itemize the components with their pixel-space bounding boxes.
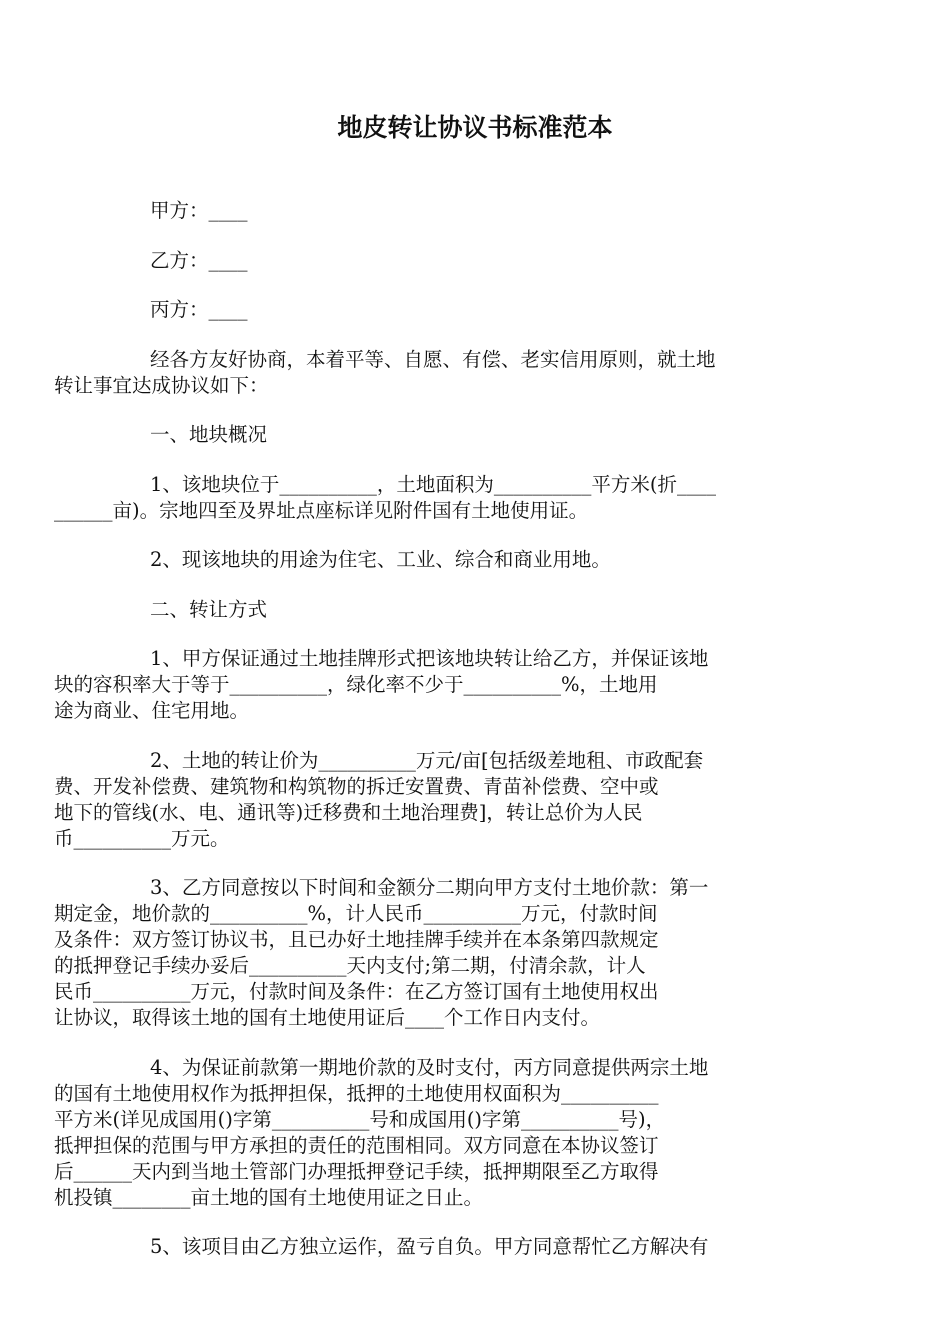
- paragraph-line: 期定金，地价款的__________%，计人民币__________万元，付款时间: [54, 902, 658, 925]
- paragraph-line: 经各方友好协商，本着平等、自愿、有偿、老实信用原则，就土地: [150, 347, 716, 371]
- paragraph-line: 乙方：____: [150, 248, 248, 272]
- paragraph-line: 机投镇________亩土地的国有土地使用证之日止。: [54, 1185, 484, 1209]
- paragraph-line: 的国有土地使用权作为抵押担保，抵押的土地使用权面积为__________: [54, 1081, 659, 1105]
- paragraph-line: 币__________万元。: [54, 826, 230, 850]
- paragraph-line: 丙方：____: [150, 298, 248, 321]
- paragraph: [102, 297, 850, 323]
- paragraph-line: 3、乙方同意按以下时间和金额分二期向甲方支付土地价款：第一: [150, 876, 709, 899]
- paragraph-line: 块的容积率大于等于__________，绿化率不少于__________%，土地用: [54, 673, 658, 696]
- paragraph: [54, 1055, 850, 1211]
- paragraph: [102, 248, 850, 274]
- paragraph: [54, 748, 850, 852]
- paragraph-line: 1、该地块位于__________，土地面积为__________平方米(折____: [150, 472, 717, 496]
- document-title: 地皮转让协议书标准范本: [337, 113, 613, 142]
- paragraph-line: 的抵押登记手续办妥后__________天内支付;第二期，付清余款，计人: [54, 954, 646, 977]
- paragraph-line: 5、该项目由乙方独立运作，盈亏自负。甲方同意帮忙乙方解决有: [150, 1235, 709, 1258]
- paragraph-line: 一、地块概况: [150, 423, 268, 446]
- paragraph-line: 及条件：双方签订协议书，且已办好土地挂牌手续并在本条第四款规定: [54, 928, 659, 951]
- paragraph: [102, 422, 850, 448]
- paragraph-line: ______亩)。宗地四至及界址点座标详见附件国有土地使用证。: [54, 498, 589, 522]
- paragraph: [102, 1234, 850, 1260]
- paragraph-line: 地下的管线(水、电、通讯等)迁移费和土地治理费]，转让总价为人民: [54, 800, 643, 824]
- paragraph-line: 4、为保证前款第一期地价款的及时支付，丙方同意提供两宗土地: [150, 1055, 709, 1079]
- paragraph: [102, 597, 850, 623]
- paragraph: [54, 472, 850, 524]
- paragraph: [54, 347, 850, 399]
- paragraph-line: 费、开发补偿费、建筑物和构筑物的拆迁安置费、青苗补偿费、空中或: [54, 774, 659, 798]
- document-body: [54, 198, 850, 1284]
- paragraph-line: 平方米(详见成国用()字第__________号和成国用()字第__________号)，: [54, 1107, 666, 1131]
- paragraph: [54, 875, 850, 1031]
- paragraph-line: 民币__________万元，付款时间及条件：在乙方签订国有土地使用权出: [54, 980, 659, 1003]
- paragraph-line: 甲方：____: [150, 199, 248, 222]
- paragraph: [102, 547, 850, 573]
- paragraph-line: 让协议，取得该土地的国有土地使用证后____个工作日内支付。: [54, 1006, 601, 1029]
- paragraph: [102, 198, 850, 224]
- paragraph: [54, 646, 850, 724]
- paragraph-line: 抵押担保的范围与甲方承担的责任的范围相同。双方同意在本协议签订: [54, 1133, 659, 1157]
- paragraph-line: 后______天内到当地土管部门办理抵押登记手续，抵押期限至乙方取得: [54, 1159, 659, 1183]
- paragraph-line: 2、土地的转让价为__________万元/亩[包括级差地租、市政配套: [150, 748, 704, 772]
- paragraph-line: 途为商业、住宅用地。: [54, 699, 250, 722]
- paragraph-line: 2、现该地块的用途为住宅、工业、综合和商业用地。: [150, 548, 611, 571]
- paragraph-line: 二、转让方式: [150, 597, 268, 621]
- paragraph-line: 1、甲方保证通过土地挂牌形式把该地块转让给乙方，并保证该地: [150, 647, 709, 670]
- paragraph-line: 转让事宜达成协议如下：: [54, 373, 269, 397]
